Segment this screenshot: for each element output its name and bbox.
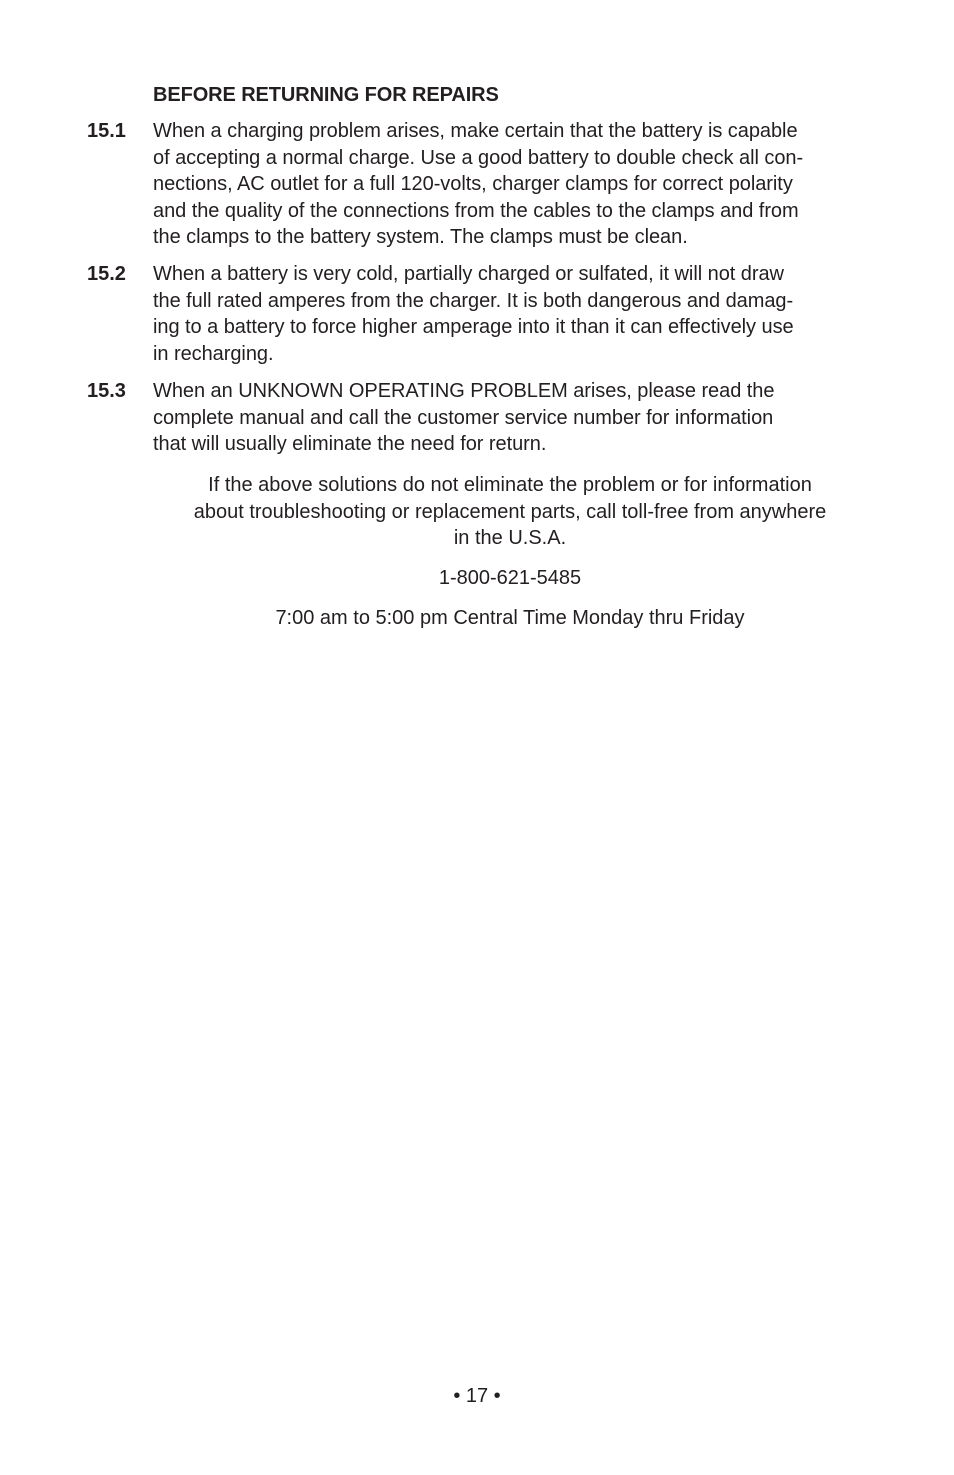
text-line: complete manual and call the customer service number for information [153, 406, 774, 429]
text-line: the full rated amperes from the charger. It is both dangerous and damag- [153, 289, 794, 312]
text-line: When an UNKNOWN OPERATING PROBLEM arises, please read the [153, 380, 775, 402]
text-line: When a battery is very cold, partially charged or sulfated, it will not draw [153, 263, 784, 285]
text-line: and the quality of the connections from the cables to the clamps and from [153, 199, 799, 222]
text-line: of accepting a normal charge. Use a good battery to double check all con- [153, 146, 804, 169]
text-line: that will usually eliminate the need for return. [153, 433, 547, 456]
contact-paragraph [153, 472, 867, 552]
text-line: in the U.S.A. [453, 527, 567, 550]
text-line: When a charging problem arises, make certain that the battery is capable [153, 120, 798, 142]
section-text [153, 261, 867, 367]
text-line: If the above solutions do not eliminate the problem or for information [208, 474, 812, 496]
text-line: in recharging. [153, 342, 274, 365]
phone-number: 1-800-621-5485 [438, 567, 582, 589]
service-hours: 7:00 am to 5:00 pm Central Time Monday thru Friday [275, 607, 745, 629]
text-line: about troubleshooting or replacement parts, call toll-free from anywhere [193, 500, 827, 523]
section-text [153, 378, 867, 458]
text-line: the clamps to the battery system. The clamps must be clean. [153, 226, 688, 249]
section-number: 15.3 [87, 380, 126, 402]
text-line: nections, AC outlet for a full 120-volts, charger clamps for correct polarity [153, 173, 793, 196]
text-line: ing to a battery to force higher amperage into it than it can effectively use [153, 316, 794, 339]
section-heading: BEFORE RETURNING FOR REPAIRS [153, 84, 499, 106]
section-number: 15.1 [87, 120, 126, 142]
page-number: • 17 • [453, 1385, 501, 1407]
section-text [153, 118, 867, 251]
section-number: 15.2 [87, 263, 126, 285]
